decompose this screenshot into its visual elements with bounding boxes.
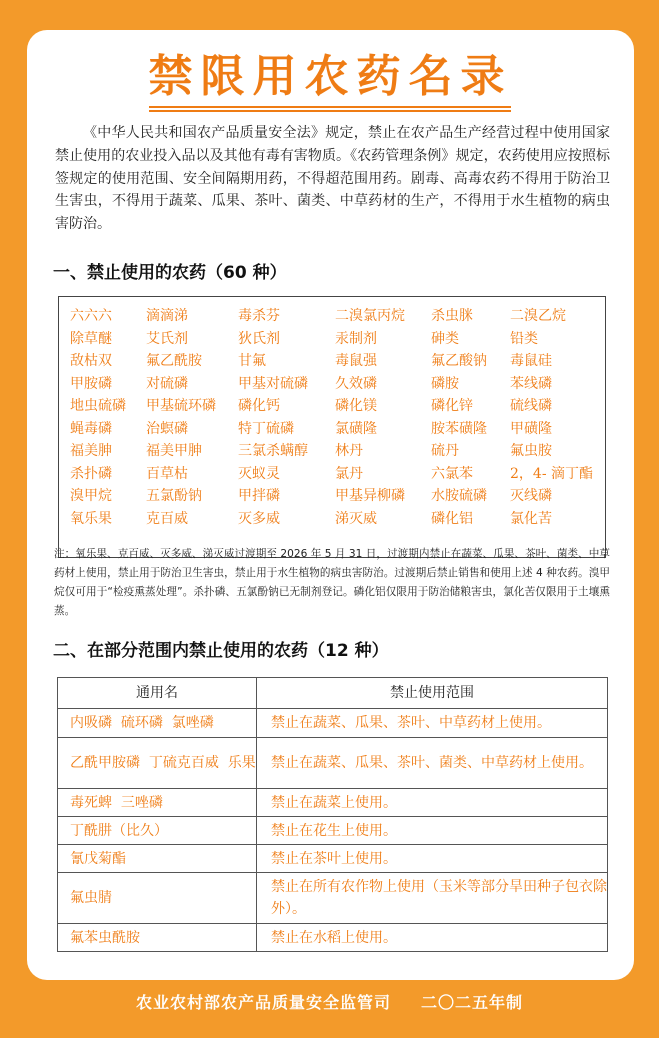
restriction-scope-cell: 禁止在茶叶上使用。 <box>257 845 608 873</box>
banned-pesticide-item: 三氯杀螨醇 <box>238 443 308 459</box>
banned-pesticide-item: 甘氟 <box>238 353 266 369</box>
banned-pesticide-item: 磷化镁 <box>335 398 377 414</box>
title-rule-bottom <box>149 110 511 112</box>
banned-pesticide-box <box>58 296 606 558</box>
banned-pesticide-item: 灭蚁灵 <box>238 465 280 482</box>
restriction-scope-cell: 禁止在所有农作物上使用（玉米等部分旱田种子包衣除外）。 <box>257 873 608 924</box>
column-header-scope: 禁止使用范围 <box>257 678 608 709</box>
section1-heading: 一、禁止使用的农药（60 种） <box>53 263 287 283</box>
section1-note: 注：氧乐果、克百威、灭多威、涕灭威过渡期至 2026 年 5 月 31 日，过渡期内禁止在蔬菜、瓜果、茶叶、菌类、中草药材上使用，禁止用于防治卫生害虫，禁止用于水生植物的病虫害防治。过渡期后禁止销售和使用上述 4 种农药。溴甲烷仅可用于“检疫熏蒸处理”。杀扑磷、五氯酚钠已无制剂登记。磷化铝仅限用于防治储粮害虫，氯化苦仅限用于土壤熏蒸。 <box>54 548 610 617</box>
banned-pesticide-item: 福美胂 <box>70 443 112 459</box>
page-title: 禁限用农药名录 <box>148 51 513 102</box>
banned-pesticide-item: 特丁硫磷 <box>238 420 294 437</box>
banned-pesticide-item: 涕灭威 <box>335 510 377 527</box>
banned-pesticide-item: 久效磷 <box>335 375 377 392</box>
table-row <box>58 709 608 738</box>
banned-pesticide-item: 胺苯磺隆 <box>431 420 487 437</box>
restriction-scope-cell: 禁止在蔬菜、瓜果、茶叶、中草药材上使用。 <box>257 709 608 738</box>
restriction-scope-cell: 禁止在蔬菜、瓜果、茶叶、菌类、中草药材上使用。 <box>257 738 608 789</box>
banned-pesticide-item: 福美甲胂 <box>146 443 202 459</box>
banned-pesticide-item: 溴甲烷 <box>70 488 112 504</box>
content-card <box>27 30 634 980</box>
footer-year: 二〇二五年制 <box>421 993 524 1012</box>
banned-pesticide-item: 五氯酚钠 <box>146 488 202 504</box>
banned-pesticide-item: 苯线磷 <box>510 375 552 392</box>
banned-pesticide-item: 甲磺隆 <box>510 420 552 437</box>
table-row <box>58 738 608 789</box>
title-rule-top <box>149 106 511 108</box>
banned-pesticide-item: 克百威 <box>146 510 188 527</box>
table-row <box>58 924 608 952</box>
banned-pesticide-item: 杀虫脒 <box>431 308 473 324</box>
banned-pesticide-item: 磷化锌 <box>431 398 473 414</box>
banned-pesticide-grid <box>70 305 600 530</box>
banned-pesticide-item: 六氯苯 <box>431 465 473 482</box>
table-row <box>58 845 608 873</box>
restricted-pesticide-table <box>57 677 608 952</box>
banned-pesticide-item: 甲胺磷 <box>70 375 112 392</box>
banned-pesticide-item: 滴滴涕 <box>146 308 188 324</box>
table-header-row <box>58 678 608 709</box>
banned-pesticide-item: 除草醚 <box>70 330 112 347</box>
intro-paragraph: 《中华人民共和国农产品质量安全法》规定，禁止在农产品生产经营过程中使用国家禁止使用的农业投入品以及其他有毒有害物质。《农药管理条例》规定，农药使用应按照标签规定的使用范围、安全间隔期用药，不得超范围用药。剧毒、高毒农药不得用于防治卫生害虫，不得用于蔬菜、瓜果、茶叶、菌类、中草药材的生产，不得用于水生植物的病虫害防治。 <box>55 125 610 233</box>
banned-pesticide-item: 杀扑磷 <box>70 465 112 482</box>
section2-heading: 二、在部分范围内禁止使用的农药（12 种） <box>53 641 389 661</box>
banned-pesticide-item: 毒鼠硅 <box>510 353 552 369</box>
banned-pesticide-item: 2，4- 滴丁酯 <box>510 465 593 482</box>
banned-pesticide-item: 甲基硫环磷 <box>146 398 216 414</box>
banned-pesticide-item: 氧乐果 <box>70 510 112 527</box>
banned-pesticide-item: 灭多威 <box>238 510 280 527</box>
restriction-scope-cell: 禁止在蔬菜上使用。 <box>257 789 608 817</box>
banned-pesticide-item: 氯丹 <box>335 465 363 482</box>
footer <box>0 990 659 1016</box>
pesticide-name-cell: 乙酰甲胺磷 丁硫克百威 乐果 <box>58 738 257 789</box>
restriction-scope-cell: 禁止在水稻上使用。 <box>257 924 608 952</box>
pesticide-name-cell: 毒死蜱 三唑磷 <box>58 789 257 817</box>
banned-pesticide-item: 毒杀芬 <box>238 308 280 324</box>
banned-pesticide-item: 氟虫胺 <box>510 443 552 459</box>
banned-pesticide-item: 磷化铝 <box>431 510 473 527</box>
banned-pesticide-item: 百草枯 <box>146 465 188 482</box>
banned-pesticide-item: 氯化苦 <box>510 510 552 527</box>
banned-pesticide-item: 敌枯双 <box>70 353 112 369</box>
banned-pesticide-item: 蝇毒磷 <box>70 420 112 437</box>
pesticide-name-cell: 丁酰肼（比久） <box>58 817 257 845</box>
banned-pesticide-item: 地虫硫磷 <box>70 398 126 414</box>
restriction-scope-cell: 禁止在花生上使用。 <box>257 817 608 845</box>
banned-pesticide-item: 六六六 <box>70 308 112 324</box>
banned-pesticide-item: 二溴乙烷 <box>510 308 566 324</box>
banned-pesticide-item: 甲基对硫磷 <box>238 375 308 392</box>
pesticide-name-cell: 氰戊菊酯 <box>58 845 257 873</box>
banned-pesticide-item: 甲基异柳磷 <box>335 488 405 504</box>
banned-pesticide-item: 硫线磷 <box>510 398 552 414</box>
banned-pesticide-item: 氯磺隆 <box>335 420 377 437</box>
banned-pesticide-item: 对硫磷 <box>146 375 188 392</box>
footer-org: 农业农村部农产品质量安全监管司 <box>135 993 391 1012</box>
banned-pesticide-item: 灭线磷 <box>510 488 552 504</box>
banned-pesticide-item: 艾氏剂 <box>146 330 188 347</box>
banned-pesticide-item: 二溴氯丙烷 <box>335 308 405 324</box>
banned-pesticide-item: 氟乙酸钠 <box>431 353 487 369</box>
pesticide-name-cell: 氟苯虫酰胺 <box>58 924 257 952</box>
banned-pesticide-item: 磷胺 <box>431 375 459 392</box>
table-row <box>58 817 608 845</box>
pesticide-name-cell: 内吸磷 硫环磷 氯唑磷 <box>58 709 257 738</box>
banned-pesticide-item: 林丹 <box>335 443 363 459</box>
table-row <box>58 789 608 817</box>
column-header-name: 通用名 <box>58 678 257 709</box>
banned-pesticide-item: 磷化钙 <box>238 398 280 414</box>
banned-pesticide-item: 硫丹 <box>431 443 459 459</box>
banned-pesticide-item: 狄氏剂 <box>238 330 280 347</box>
banned-pesticide-item: 砷类 <box>431 330 459 347</box>
banned-pesticide-item: 水胺硫磷 <box>431 488 487 504</box>
banned-pesticide-item: 铅类 <box>510 330 538 347</box>
pesticide-name-cell: 氟虫腈 <box>58 873 257 924</box>
banned-pesticide-item: 汞制剂 <box>335 330 377 347</box>
banned-pesticide-item: 毒鼠强 <box>335 353 377 369</box>
banned-pesticide-item: 治螟磷 <box>146 420 188 437</box>
banned-pesticide-item: 甲拌磷 <box>238 488 280 504</box>
table-row <box>58 873 608 924</box>
banned-pesticide-item: 氟乙酰胺 <box>146 353 202 369</box>
